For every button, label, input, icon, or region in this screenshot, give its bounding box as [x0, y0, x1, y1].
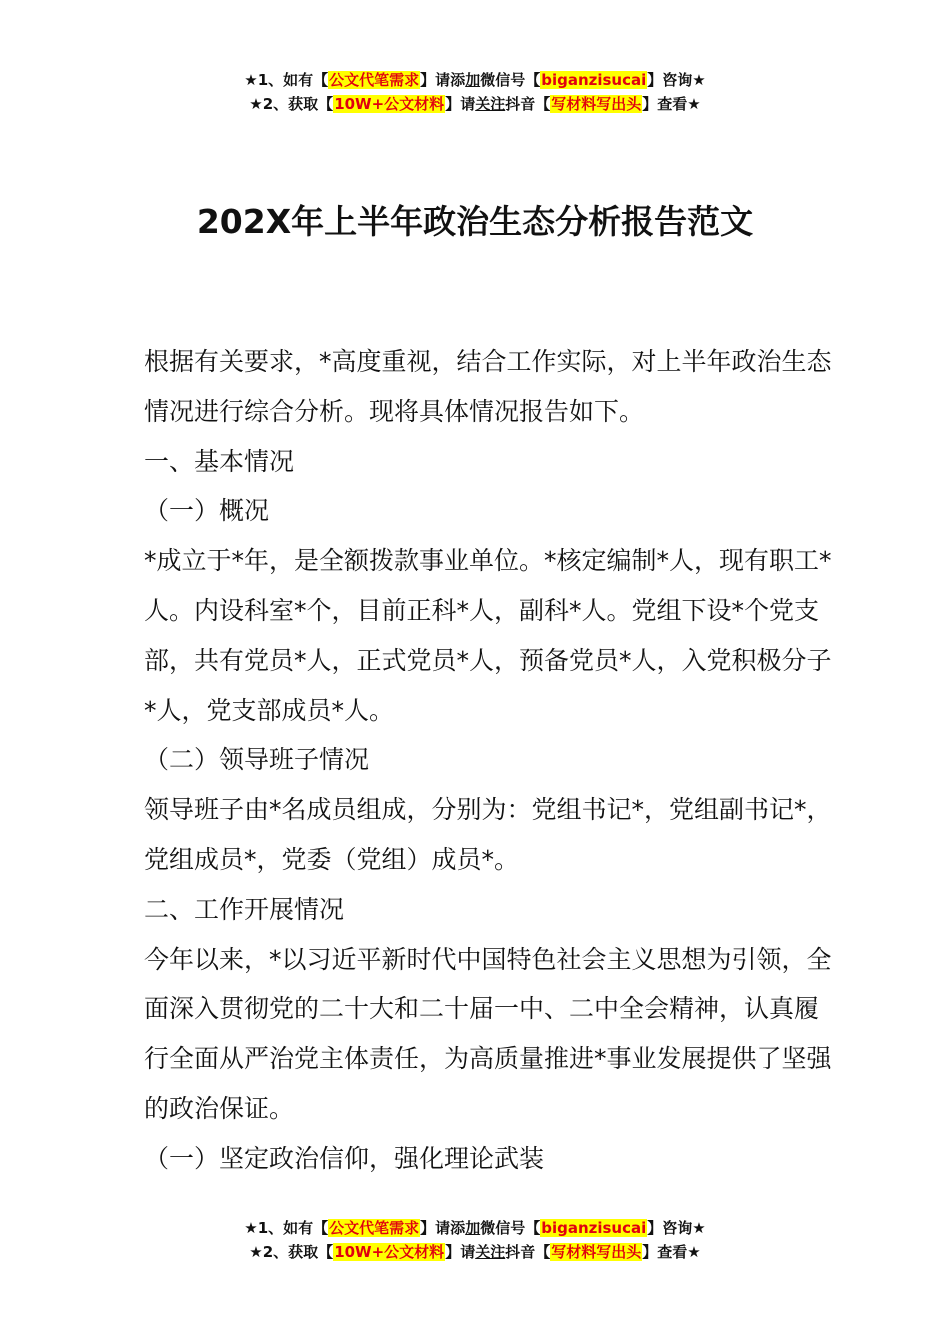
promo-text: ★1、如有【 [244, 71, 329, 89]
promo-text: 】查看★ [642, 1243, 701, 1261]
promo-highlight: biganzisucai [541, 71, 647, 89]
promo-text: 抖音【 [505, 95, 551, 113]
promo-text: 】查看★ [642, 95, 701, 113]
promo-text: 】咨询★ [647, 1219, 706, 1237]
promo-highlight: 公文代笔需求 [329, 71, 420, 89]
promo-text: ★1、如有【 [244, 1219, 329, 1237]
promo-text: 】请 [445, 1243, 476, 1261]
promo-text: 】咨询★ [647, 71, 706, 89]
promo-text: 微信号【 [480, 71, 541, 89]
promo-line-2 [0, 92, 950, 116]
promo-text: 关注 [475, 95, 506, 113]
promo-text: 加 [465, 71, 481, 89]
promo-highlight: 写材料写出头 [551, 95, 642, 113]
promo-text: ★2、获取【 [249, 95, 334, 113]
promo-text: 】请 [445, 95, 476, 113]
promo-highlight: 写材料写出头 [551, 1243, 642, 1261]
document-title: 202X年上半年政治生态分析报告范文 [196, 202, 754, 241]
body-paragraph: 今年以来，*以习近平新时代中国特色社会主义思想为引领，全面深入贯彻党的二十大和二十届一中、二中全会精神，认真履行全面从严治党主体责任，为高质量推进*事业发展提供了坚强的政治保证。 [144, 944, 832, 1123]
promo-highlight: 10W+公文材料 [334, 1243, 445, 1261]
promo-text: 】请添 [420, 71, 466, 89]
promo-text: 微信号【 [480, 1219, 541, 1237]
document-body [144, 337, 834, 1184]
promo-line-2 [0, 1240, 950, 1264]
body-paragraph: 根据有关要求，*高度重视，结合工作实际，对上半年政治生态情况进行综合分析。现将具体情况报告如下。 [144, 347, 832, 426]
body-paragraph: *成立于*年，是全额拨款事业单位。*核定编制*人，现有职工*人。内设科室*个，目前正科*人，副科*人。党组下设*个党支部，共有党员*人，正式党员*人，预备党员*人，入党积极分子*人，党支部成员*人。 [144, 546, 832, 725]
promo-highlight: biganzisucai [541, 1219, 647, 1237]
section-heading: 二、工作开展情况 [144, 894, 345, 924]
promo-line-1 [0, 1216, 950, 1240]
body-paragraph: 领导班子由*名成员组成，分别为：党组书记*，党组副书记*，党组成员*，党委（党组）成员*。 [144, 795, 832, 874]
promo-text: 加 [465, 1219, 481, 1237]
subsection-heading: （一）坚定政治信仰，强化理论武装 [144, 1143, 545, 1173]
promo-highlight: 公文代笔需求 [329, 1219, 420, 1237]
subsection-heading: （一）概况 [144, 496, 270, 526]
subsection-heading: （二）领导班子情况 [144, 745, 370, 775]
promo-highlight: 10W+公文材料 [334, 95, 445, 113]
promo-banner-top [0, 68, 950, 116]
promo-banner-bottom [0, 1216, 950, 1264]
promo-text: 】请添 [420, 1219, 466, 1237]
promo-text: 抖音【 [505, 1243, 551, 1261]
promo-text: ★2、获取【 [249, 1243, 334, 1261]
promo-line-1 [0, 68, 950, 92]
section-heading: 一、基本情况 [144, 446, 295, 476]
promo-text: 关注 [475, 1243, 506, 1261]
